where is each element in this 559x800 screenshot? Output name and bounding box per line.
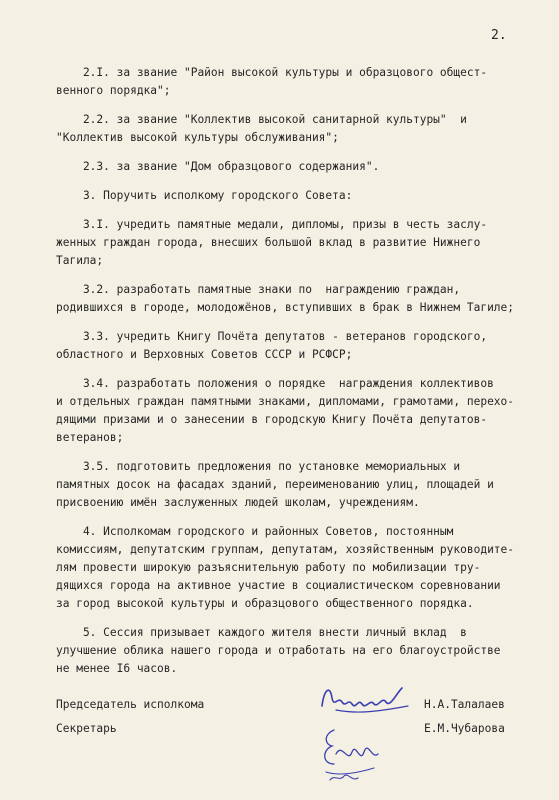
paragraph bbox=[56, 64, 556, 100]
text-line: 5. Сессия призывает каждого жителя внести личный вклад в bbox=[56, 626, 467, 639]
secretary-handwritten-signature-icon bbox=[314, 724, 392, 790]
signatory-name: Н.А.Талалаев bbox=[424, 698, 505, 711]
text-line: улучшение облика нашего города и отработать на его благоустройстве bbox=[56, 644, 501, 657]
text-line: 2.3. за звание "Дом образцового содержания". bbox=[56, 160, 380, 173]
paragraph bbox=[56, 458, 556, 512]
chairman-handwritten-signature-icon bbox=[316, 676, 416, 718]
text-line: женных граждан города, внесших большой вклад в развитие Нижнего bbox=[56, 236, 481, 249]
text-line: присвоению имён заслуженных людей школам, учреждениям. bbox=[56, 496, 420, 509]
text-line: 3. Поручить исполкому городского Совета: bbox=[56, 189, 353, 202]
paragraph bbox=[56, 281, 556, 317]
text-line: 3.2. разработать памятные знаки по награждению граждан, bbox=[56, 283, 461, 296]
text-line: комиссиям, депутатским группам, депутатам, хозяйственным руководите- bbox=[56, 543, 515, 556]
text-line: 2.2. за звание "Коллектив высокой санитарной культуры" и bbox=[56, 113, 467, 126]
text-line: не менее I6 часов. bbox=[56, 662, 178, 675]
paragraph bbox=[56, 624, 556, 678]
text-line: лям провести широкую разъяснительную работу по мобилизации тру- bbox=[56, 561, 481, 574]
paragraph bbox=[56, 328, 556, 364]
text-line: дящими призами и о занесении в городскую Книгу Почёта депутатов- bbox=[56, 413, 488, 426]
text-line: ветеранов; bbox=[56, 431, 124, 444]
text-line: венного порядка"; bbox=[56, 84, 171, 97]
signatory-name: Е.М.Чубарова bbox=[424, 722, 505, 735]
paragraph bbox=[56, 158, 556, 176]
document-body bbox=[56, 64, 556, 689]
text-line: 3.4. разработать положения о порядке награждения коллективов bbox=[56, 377, 494, 390]
text-line: областного и Верховных Советов СССР и РСФСР; bbox=[56, 348, 353, 361]
paragraph bbox=[56, 216, 556, 270]
text-line: 3.3. учредить Книгу Почёта депутатов - ветеранов городского, bbox=[56, 330, 488, 343]
text-line: родившихся в городе, молодожёнов, вступивших в брак в Нижнем Тагиле; bbox=[56, 301, 515, 314]
signatory-title: Секретарь bbox=[56, 722, 117, 735]
text-line: и отдельных граждан памятными знаками, дипломами, грамотами, перехо- bbox=[56, 395, 515, 408]
paragraph bbox=[56, 523, 556, 613]
signature-row-chairman bbox=[56, 698, 556, 716]
text-line: 2.I. за звание "Район высокой культуры и образцового общест- bbox=[56, 66, 488, 79]
paragraph bbox=[56, 375, 556, 447]
signature-row-secretary bbox=[56, 722, 556, 740]
text-line: памятных досок на фасадах зданий, переименованию улиц, площадей и bbox=[56, 478, 494, 491]
page-number: 2. bbox=[491, 28, 507, 43]
signatory-title: Председатель исполкома bbox=[56, 698, 205, 711]
text-line: Тагила; bbox=[56, 254, 104, 267]
text-line: дящихся города на активное участие в социалистическом соревновании bbox=[56, 579, 501, 592]
text-line: "Коллектив высокой культуры обслуживания"; bbox=[56, 131, 339, 144]
paragraph bbox=[56, 111, 556, 147]
text-line: за город высокой культуры и образцового общественного порядка. bbox=[56, 597, 474, 610]
paragraph bbox=[56, 187, 556, 205]
text-line: 3.I. учредить памятные медали, дипломы, призы в честь заслу- bbox=[56, 218, 488, 231]
text-line: 4. Исполкомам городского и районных Советов, постоянным bbox=[56, 525, 454, 538]
text-line: 3.5. подготовить предложения по установке мемориальных и bbox=[56, 460, 461, 473]
